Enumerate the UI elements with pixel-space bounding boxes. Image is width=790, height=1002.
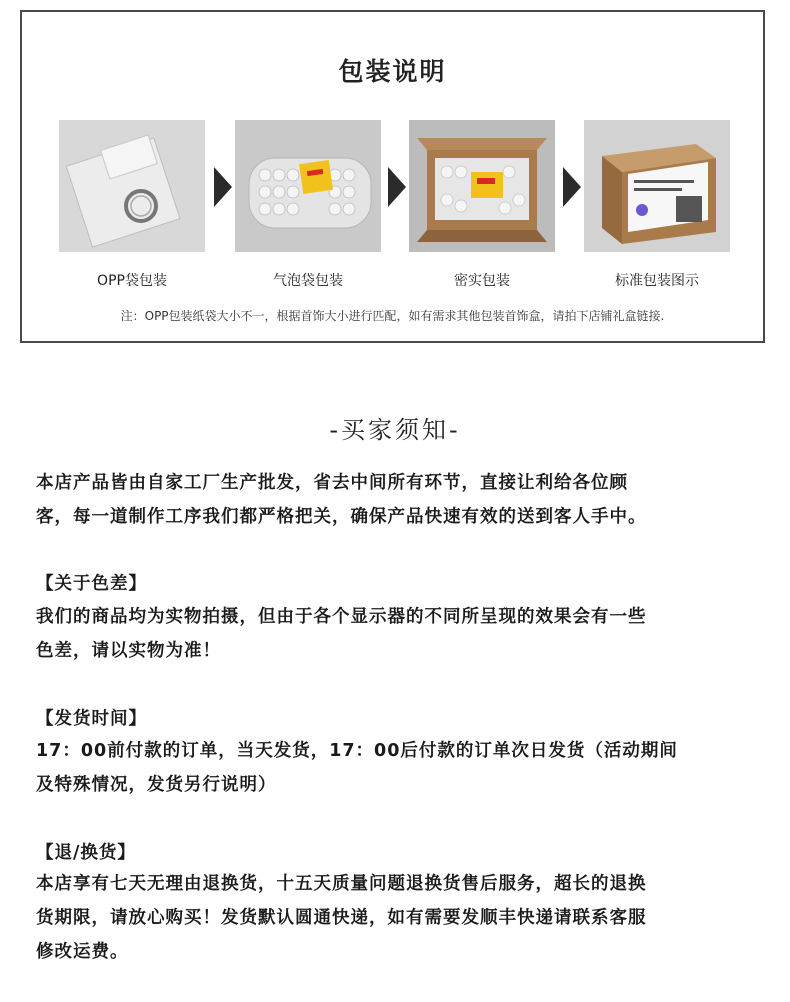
step-caption: 气泡袋包装 bbox=[273, 273, 343, 289]
step-caption: 标准包装图示 bbox=[615, 273, 699, 289]
packaging-note: 注：OPP包装纸袋大小不一，根据首饰大小进行匹配，如有需求其他包装首饰盒，请拍下店铺礼盒链接. bbox=[120, 309, 665, 323]
packaging-title: 包装说明 bbox=[338, 57, 447, 86]
packaging-step-sealed bbox=[409, 120, 555, 290]
step-caption: OPP袋包装 bbox=[97, 273, 167, 289]
packaging-step-bubble bbox=[235, 120, 381, 290]
color-difference-heading: 【关于色差】 bbox=[36, 574, 147, 594]
packaging-step-opp bbox=[59, 120, 205, 290]
returns-heading: 【退/换货】 bbox=[36, 843, 136, 863]
paragraph-line: 货期限，请放心购买！发货默认圆通快递，如有需要发顺丰快递请联系客服 bbox=[36, 908, 647, 928]
opp-bag-photo bbox=[59, 120, 205, 252]
shipping-time-heading: 【发货时间】 bbox=[36, 709, 147, 729]
shipping-box-photo bbox=[584, 120, 730, 252]
arrow-right-icon bbox=[388, 167, 406, 207]
step-caption: 密实包装 bbox=[454, 273, 510, 289]
returns-paragraph bbox=[36, 867, 761, 969]
intro-paragraph bbox=[36, 466, 761, 534]
paragraph-line: 色差，请以实物为准！ bbox=[36, 641, 221, 661]
packaging-step-standard bbox=[584, 120, 730, 290]
intro-line: 客，每一道制作工序我们都严格把关，确保产品快速有效的送到客人手中。 bbox=[36, 507, 647, 527]
sealed-box-photo bbox=[409, 120, 555, 252]
intro-line: 本店产品皆由自家工厂生产批发，省去中间所有环节，直接让利给各位顾 bbox=[36, 473, 628, 493]
color-difference-paragraph bbox=[36, 600, 761, 668]
paragraph-line: 及特殊情况，发货另行说明） bbox=[36, 775, 277, 795]
paragraph-line: 我们的商品均为实物拍摄，但由于各个显示器的不同所呈现的效果会有一些 bbox=[36, 607, 647, 627]
shipping-time-paragraph bbox=[36, 734, 761, 802]
paragraph-line: 本店享有七天无理由退换货，十五天质量问题退换货售后服务，超长的退换 bbox=[36, 874, 647, 894]
buyer-notice-title: -买家须知- bbox=[329, 416, 461, 444]
arrow-right-icon bbox=[563, 167, 581, 207]
paragraph-line: 17：00前付款的订单，当天发货，17：00后付款的订单次日发货（活动期间 bbox=[36, 741, 678, 761]
bubble-bag-photo bbox=[235, 120, 381, 252]
paragraph-line: 修改运费。 bbox=[36, 942, 129, 962]
arrow-right-icon bbox=[214, 167, 232, 207]
packaging-panel bbox=[20, 10, 765, 343]
